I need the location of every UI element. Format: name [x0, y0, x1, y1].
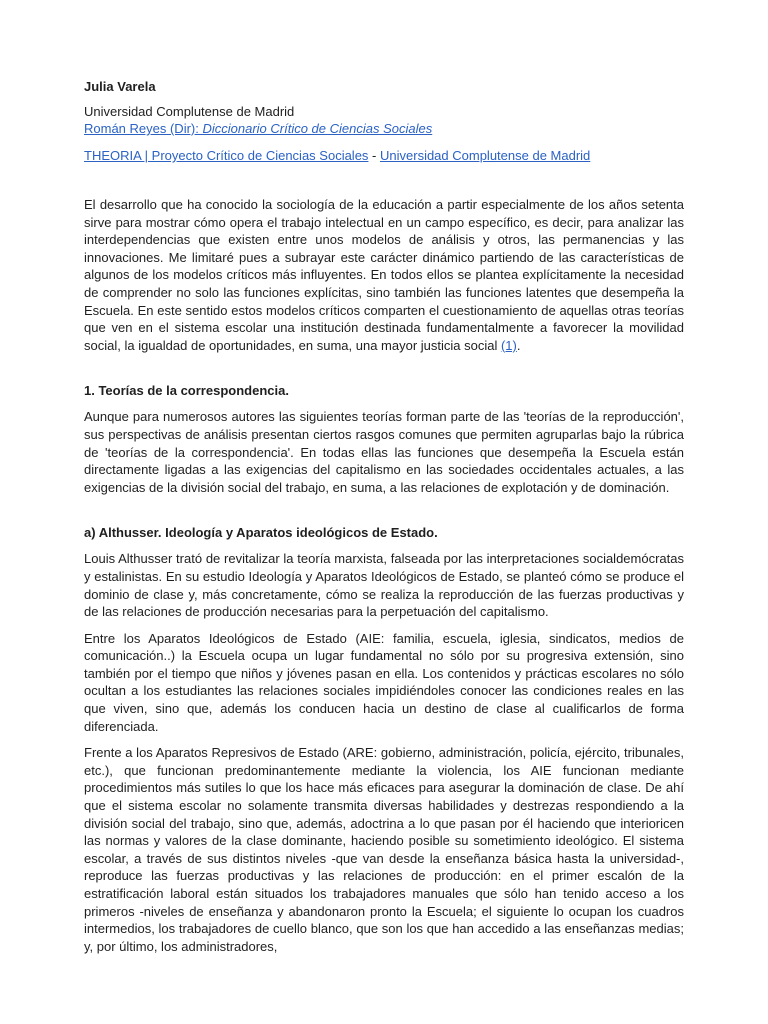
section-a-heading: a) Althusser. Ideología y Aparatos ideológicos de Estado.: [84, 525, 438, 541]
theoria-link[interactable]: THEORIA | Proyecto Crítico de Ciencias Sociales: [84, 148, 369, 163]
dictionary-reference: [84, 120, 684, 137]
intro-paragraph: [84, 196, 684, 354]
intro-end: .: [516, 337, 521, 353]
affiliation: Universidad Complutense de Madrid: [84, 104, 295, 119]
dictionary-link[interactable]: [84, 121, 432, 136]
link-separator: -: [368, 148, 380, 163]
dictionary-editor: Román Reyes (Dir):: [84, 121, 203, 136]
section-1-paragraph: Aunque para numerosos autores las siguientes teorías forman parte de las 'teorías de la reproducción', sus perspectivas de análisis presentan ciertos rasgos comunes que permiten agruparlas bajo la rúbrica de 'teorías de la correspondencia'. En todas ellas las funciones que desempeña la Escuela están directamente ligadas a las exigencias del capitalismo en las sociedades occidentales actuales, a las exigencias de la división social del trabajo, en suma, a las relaciones de explotación y de dominación.: [84, 409, 684, 495]
project-links: [84, 147, 684, 164]
section-1-heading: 1. Teorías de la correspondencia.: [84, 383, 289, 399]
ucm-link[interactable]: Universidad Complutense de Madrid: [380, 148, 591, 163]
section-a-paragraph-1: Louis Althusser trató de revitalizar la teoría marxista, falseada por las interpretaciones socialdemócratas y estalinistas. En su estudio Ideología y Aparatos Ideológicos de Estado, se planteó cómo se produce el dominio de clase y, más concretamente, cómo se realiza la reproducción de las fuerzas productivas y de las relaciones de producción necesarias para la perpetuación del capitalismo.: [84, 551, 684, 620]
footnote-link[interactable]: (1): [500, 337, 517, 353]
document-page: [84, 78, 684, 955]
dictionary-title: Diccionario Crítico de Ciencias Sociales: [202, 121, 433, 136]
intro-text: El desarrollo que ha conocido la sociología de la educación a partir especialmente de los años setenta sirve para mostrar cómo opera el trabajo intelectual en un campo específico, es decir, para analizar las interdependencias que existen entre unos modelos de análisis y otros, las permanencias y las innovaciones. Me limitaré pues a subrayar este carácter dinámico partiendo de las características de algunos de los modelos críticos más influyentes. En todos ellos se plantea explícitamente la necesidad de comprender no solo las funciones explícitas, sino también las funciones latentes que desempeña la Escuela. En este sentido estos modelos críticos comparten el cuestionamiento de aquellas otras teorías que ven en el sistema escolar una institución destinada fundamentalmente a favorecer la movilidad social, la igualdad de oportunidades, en suma, una mayor justicia social: [84, 197, 684, 353]
section-a-paragraph-3: Frente a los Aparatos Represivos de Estado (ARE: gobierno, administración, policía, ejército, tribunales, etc.), que funcionan predominantemente mediante la violencia, los AIE funcionan mediante procedimientos más sutiles lo que los hace más eficaces para asegurar la dominación de clase. De ahí que el sistema escolar no solamente transmita diversas habilidades y destrezas respondiendo a la división social del trabajo, sino que, además, adoctrina a lo que pasan por él haciendo que interioricen las normas y valores de la clase dominante, haciendo posible su sometimiento ideológico. El sistema escolar, a través de sus distintos niveles -que van desde la enseñanza básica hasta la universidad-, reproduce las fuerzas productivas y las relaciones de producción: en el primer escalón de la estratificación laboral están situados los trabajadores manuales que sólo han tenido acceso a los primeros -niveles de enseñanza y abandonaron pronto la Escuela; el siguiente lo ocupan los cuadros intermedios, los trabajadores de cuello blanco, que son los que han accedido a las enseñanzas medias; y, por último, los administradores,: [84, 745, 684, 954]
author-name: Julia Varela: [84, 79, 156, 94]
section-a-paragraph-2: Entre los Aparatos Ideológicos de Estado (AIE: familia, escuela, iglesia, sindicatos, medios de comunicación..) la Escuela ocupa un lugar fundamental no sólo por su progresiva extensión, sino también por el tiempo que niños y jóvenes pasan en ella. Los contenidos y prácticas escolares no sólo ocultan a los estudiantes las relaciones sociales impidiéndoles conocer las condiciones reales en las que viven, sino que, además los conducen hacia un destino de clase al cualificarlos de forma diferenciada.: [84, 630, 684, 734]
